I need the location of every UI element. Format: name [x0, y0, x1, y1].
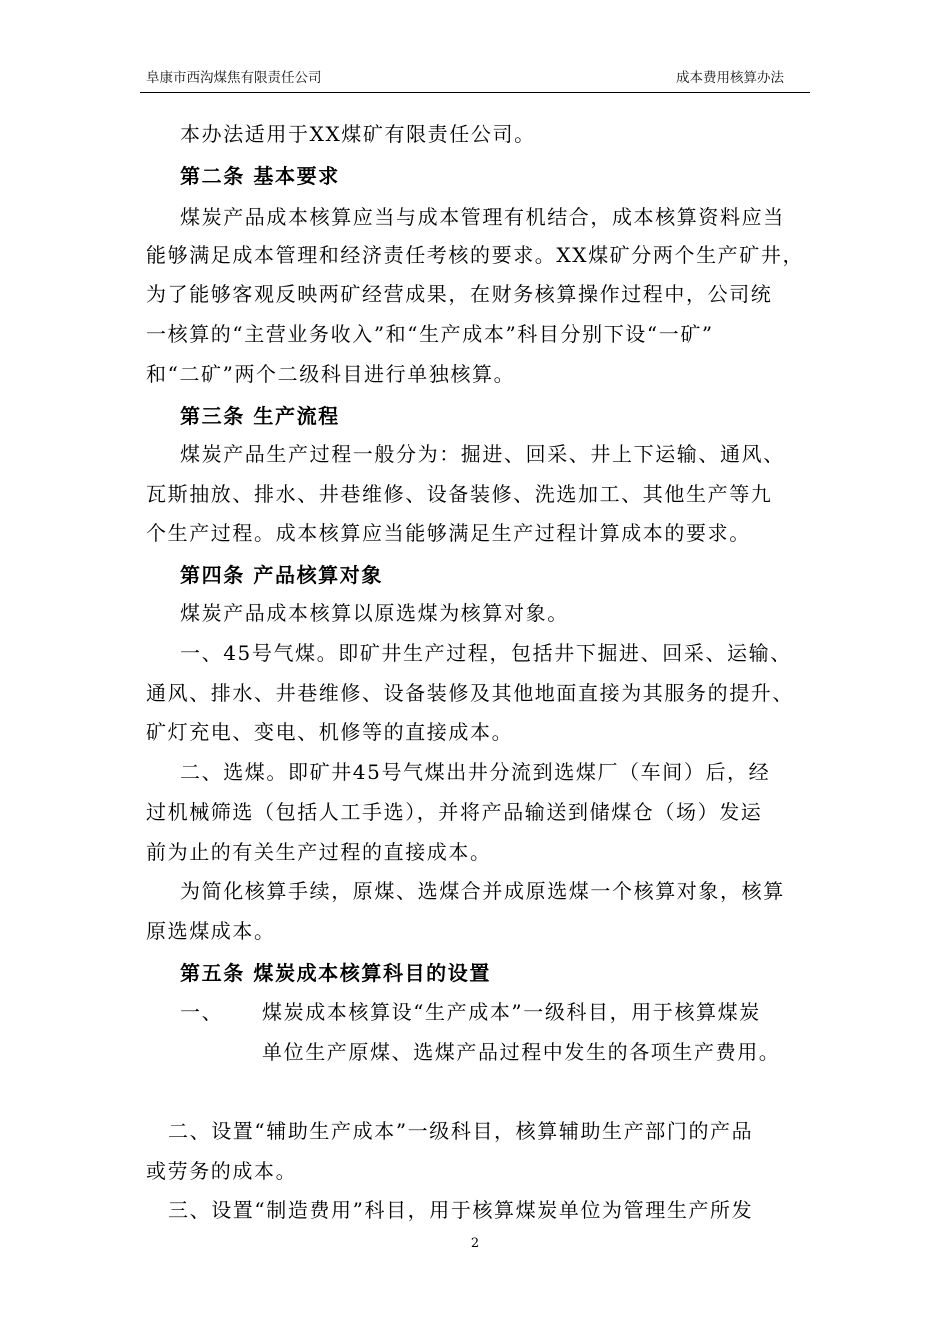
body-line: 和“二矿”两个二级科目进行单独核算。 — [146, 362, 516, 386]
body-line: 能够满足成本管理和经济责任考核的要求。XX煤矿分两个生产矿井， — [146, 243, 805, 267]
body-line: 煤炭产品成本核算以原选煤为核算对象。 — [180, 601, 569, 625]
body-line: 二、选煤。即矿井45号气煤出井分流到选煤厂（车间）后，经 — [180, 760, 771, 784]
page-number: 2 — [470, 1236, 480, 1251]
page-header — [146, 66, 806, 88]
header-doc-title: 成本费用核算办法 — [676, 70, 784, 86]
body-line: 单位生产原煤、选煤产品过程中发生的各项生产费用。 — [262, 1040, 781, 1064]
body-line: 二、设置“辅助生产成本”一级科目，核算辅助生产部门的产品 — [168, 1119, 754, 1143]
body-line: 煤炭产品生产过程一般分为：掘进、回采、井上下运输、通风、 — [180, 442, 785, 466]
body-line: 过机械筛选（包括人工手选），并将产品输送到储煤仓（场）发运 — [146, 800, 763, 824]
section-heading: 第四条 产品核算对象 — [180, 563, 383, 587]
body-line: 前为止的有关生产过程的直接成本。 — [146, 840, 492, 864]
body-line: 为了能够客观反映两矿经营成果，在财务核算操作过程中，公司统 — [146, 282, 773, 306]
list-marker: 一、 — [180, 1000, 224, 1024]
body-line: 本办法适用于XX煤矿有限责任公司。 — [180, 122, 536, 146]
body-line: 三、设置“制造费用”科目，用于核算煤炭单位为管理生产所发 — [168, 1198, 754, 1222]
body-line: 或劳务的成本。 — [146, 1159, 298, 1183]
body-line: 瓦斯抽放、排水、井巷维修、设备装修、洗选加工、其他生产等九 — [146, 482, 773, 506]
body-line: 煤炭成本核算设“生产成本”一级科目，用于核算煤炭 — [262, 1000, 761, 1024]
header-rule — [140, 92, 810, 93]
body-line: 矿灯充电、变电、机修等的直接成本。 — [146, 720, 514, 744]
body-line: 个生产过程。成本核算应当能够满足生产过程计算成本的要求。 — [146, 521, 751, 545]
section-heading: 第五条 煤炭成本核算科目的设置 — [180, 961, 491, 985]
body-line: 通风、排水、井巷维修、设备装修及其他地面直接为其服务的提升、 — [146, 681, 794, 705]
body-line: 一核算的“主营业务收入”和“生产成本”科目分别下设“一矿” — [146, 322, 714, 346]
section-heading: 第二条 基本要求 — [180, 164, 340, 188]
body-line: 为简化核算手续，原煤、选煤合并成原选煤一个核算对象，核算 — [180, 879, 785, 903]
body-line: 原选煤成本。 — [146, 919, 276, 943]
body-line: 一、45号气煤。即矿井生产过程，包括井下掘进、回采、运输、 — [180, 641, 792, 665]
body-line: 煤炭产品成本核算应当与成本管理有机结合，成本核算资料应当 — [180, 205, 785, 229]
header-company: 阜康市西沟煤焦有限责任公司 — [146, 70, 322, 86]
section-heading: 第三条 生产流程 — [180, 404, 340, 428]
